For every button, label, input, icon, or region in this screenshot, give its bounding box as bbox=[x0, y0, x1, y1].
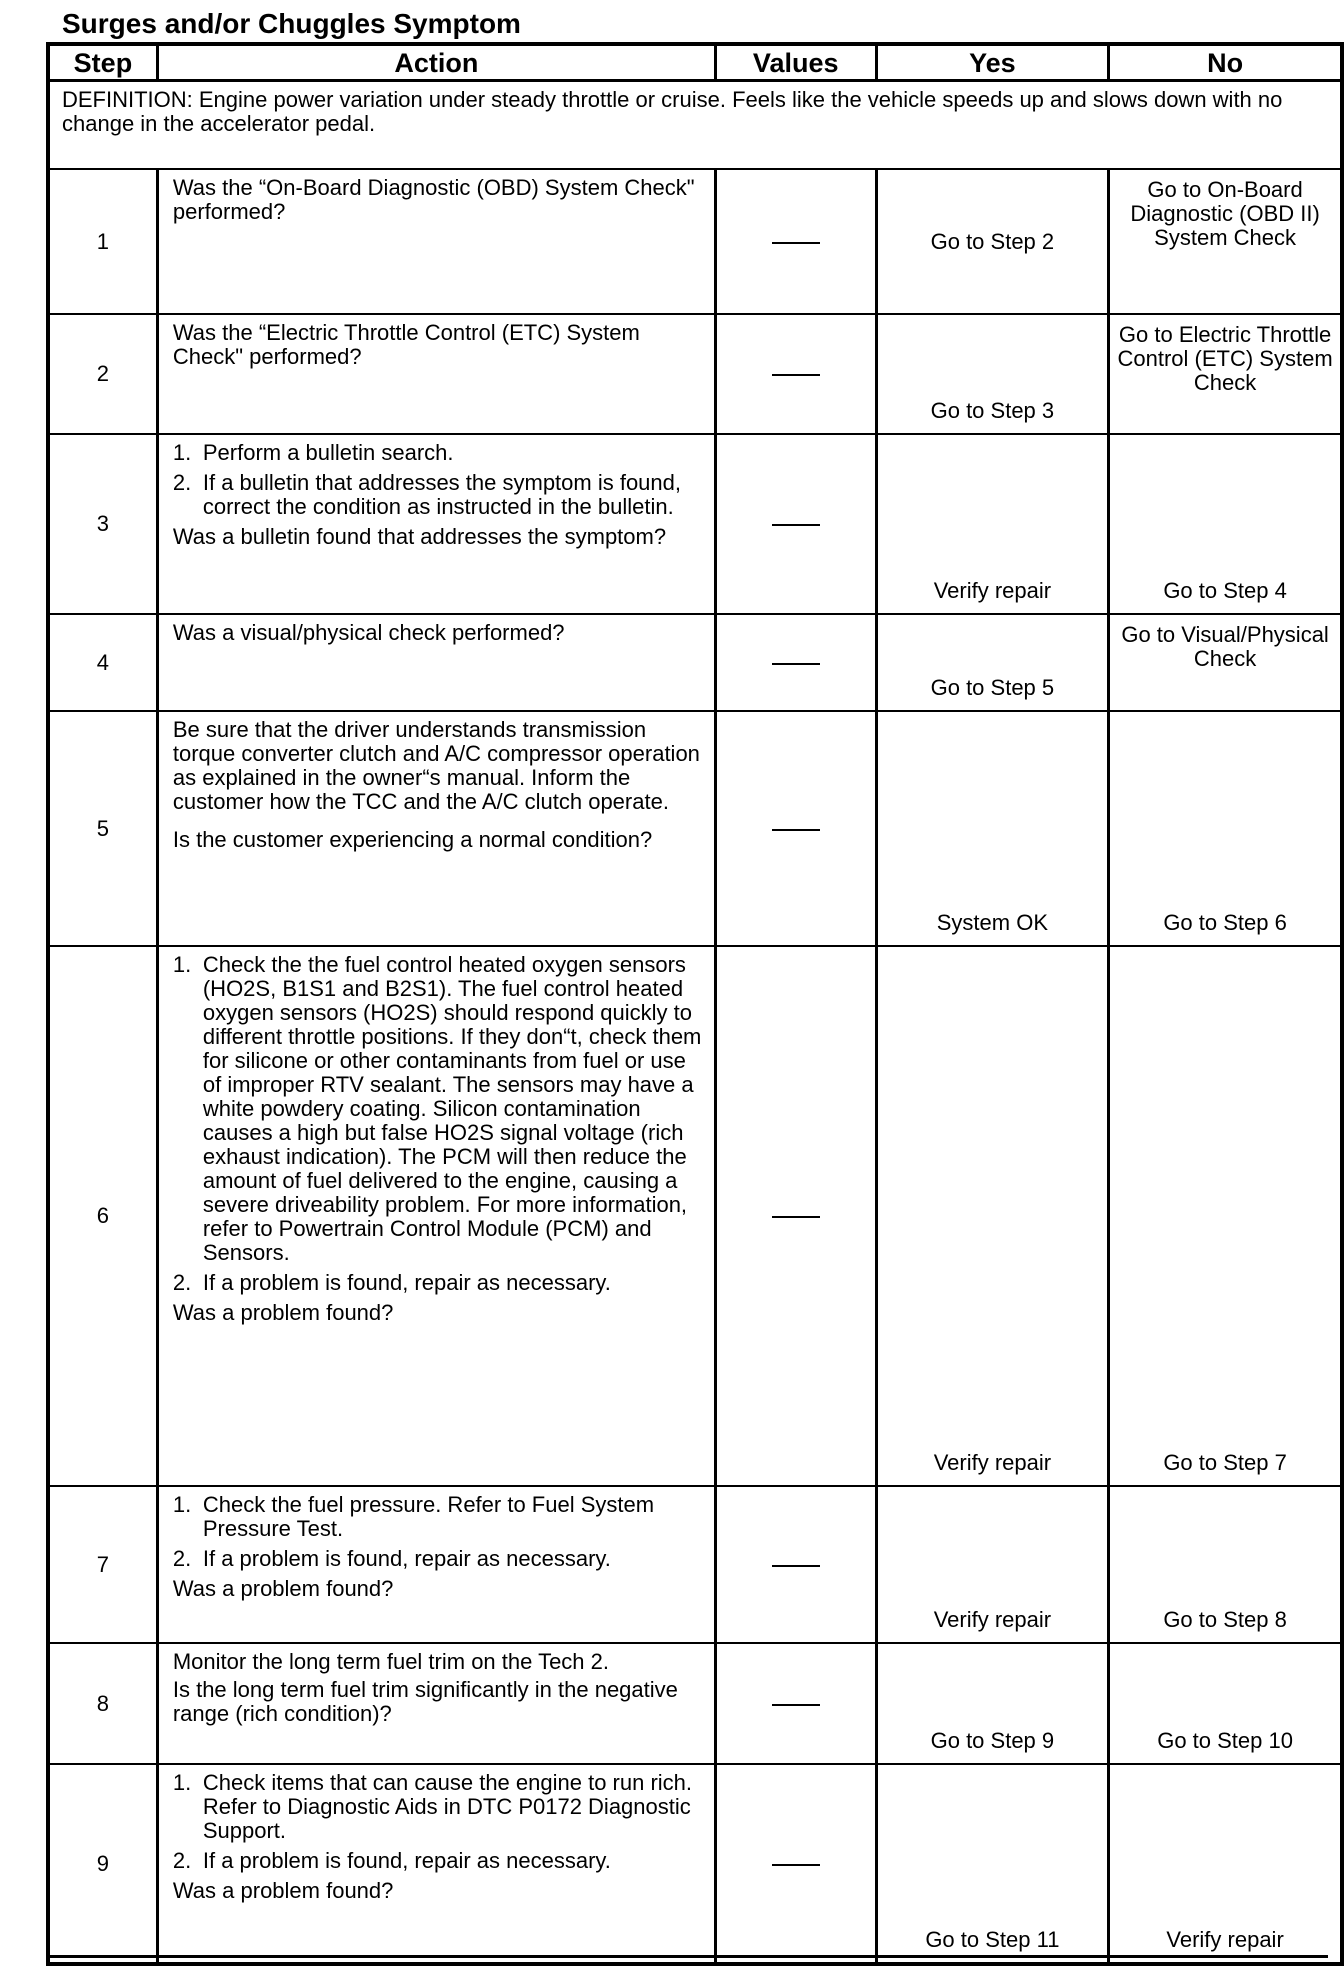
table-row bbox=[48, 946, 1342, 1486]
step-number: 9 bbox=[48, 1764, 157, 1964]
values-cell bbox=[715, 314, 876, 434]
list-item: 1. Perform a bulletin search. bbox=[172, 440, 454, 465]
table-row bbox=[48, 614, 1342, 711]
action-text: Monitor the long term fuel trim on the Tech 2. bbox=[172, 1649, 610, 1674]
table-row bbox=[48, 169, 1342, 314]
action-list bbox=[173, 1493, 704, 1571]
table-row bbox=[48, 711, 1342, 946]
no-action: Go to Step 7 bbox=[1109, 946, 1342, 1486]
table-row bbox=[48, 1764, 1342, 1964]
table-row bbox=[48, 1486, 1342, 1643]
list-item-text: Check the the fuel control heated oxygen sensors (HO2S, B1S1 and B2S1). The fuel control heated oxygen sensors (HO2S) should respond quickly to different throttle positions. If they don“t, check them for silicone or other contaminants from fuel or use of improper RTV sealant. The sensors may have a white powdery coating. Silicon contamination causes a high but false HO2S signal voltage (rich exhaust indication). The PCM will then reduce the amount of fuel delivered to the engine, causing a severe driveability problem. For more information, refer to Powertrain Control Module (PCM) and Sensors. bbox=[202, 952, 702, 1265]
values-cell bbox=[715, 711, 876, 946]
no-action: Go to Visual/Physical Check bbox=[1109, 614, 1342, 711]
list-item: 2. If a problem is found, repair as necessary. bbox=[172, 1270, 611, 1295]
table-row bbox=[48, 434, 1342, 614]
no-action: Verify repair bbox=[1109, 1764, 1342, 1964]
step-number: 1 bbox=[48, 169, 157, 314]
values-cell bbox=[715, 1486, 876, 1643]
header-values: Values bbox=[715, 44, 876, 81]
list-item-text: If a bulletin that addresses the symptom is found, correct the condition as instructed in the bulletin. bbox=[202, 470, 682, 519]
action-cell bbox=[157, 314, 715, 434]
header-yes: Yes bbox=[876, 44, 1109, 81]
yes-action: Verify repair bbox=[876, 1486, 1109, 1643]
action-cell bbox=[157, 169, 715, 314]
list-item: 2. If a problem is found, repair as necessary. bbox=[172, 1848, 611, 1873]
step-number: 3 bbox=[48, 434, 157, 614]
action-list bbox=[173, 441, 704, 519]
empty-value-dash bbox=[772, 663, 820, 665]
step-number: 2 bbox=[48, 314, 157, 434]
action-text: Was the “On-Board Diagnostic (OBD) System Check" performed? bbox=[172, 175, 695, 224]
action-cell bbox=[157, 711, 715, 946]
step-number: 8 bbox=[48, 1643, 157, 1764]
header-step: Step bbox=[48, 44, 157, 81]
list-item-text: If a problem is found, repair as necessary. bbox=[202, 1546, 611, 1571]
yes-action: System OK bbox=[876, 711, 1109, 946]
values-cell bbox=[715, 434, 876, 614]
list-item-text: If a problem is found, repair as necessary. bbox=[202, 1848, 611, 1873]
no-action: Go to On-Board Diagnostic (OBD II) System Check bbox=[1109, 169, 1342, 314]
values-cell bbox=[715, 169, 876, 314]
step-number: 7 bbox=[48, 1486, 157, 1643]
yes-action: Verify repair bbox=[876, 434, 1109, 614]
list-item-text: Perform a bulletin search. bbox=[202, 440, 454, 465]
action-cell bbox=[157, 1643, 715, 1764]
yes-action: Go to Step 3 bbox=[876, 314, 1109, 434]
yes-action: Go to Step 9 bbox=[876, 1643, 1109, 1764]
list-item-text: If a problem is found, repair as necessary. bbox=[202, 1270, 611, 1295]
table-bottom-edge bbox=[46, 1955, 1328, 1958]
diagnostic-table bbox=[46, 42, 1344, 1966]
definition-text: DEFINITION: Engine power variation under steady throttle or cruise. Feels like the vehicle speeds up and slows down with no change in the accelerator pedal. bbox=[48, 81, 1342, 170]
action-cell bbox=[157, 946, 715, 1486]
yes-action: Go to Step 5 bbox=[876, 614, 1109, 711]
no-action: Go to Step 8 bbox=[1109, 1486, 1342, 1643]
empty-value-dash bbox=[772, 524, 820, 526]
empty-value-dash bbox=[772, 242, 820, 244]
action-text: Was a visual/physical check performed? bbox=[172, 620, 565, 645]
action-list bbox=[173, 953, 704, 1295]
empty-value-dash bbox=[772, 1565, 820, 1567]
action-cell bbox=[157, 434, 715, 614]
empty-value-dash bbox=[772, 1216, 820, 1218]
table-row bbox=[48, 1643, 1342, 1764]
values-cell bbox=[715, 614, 876, 711]
yes-action: Go to Step 11 bbox=[876, 1764, 1109, 1964]
page-title: Surges and/or Chuggles Symptom bbox=[62, 8, 521, 39]
list-item-text: Check items that can cause the engine to run rich. Refer to Diagnostic Aids in DTC P0172 Diagnostic Support. bbox=[202, 1770, 693, 1843]
list-item: 2. If a problem is found, repair as necessary. bbox=[172, 1546, 611, 1571]
action-text: Was the “Electric Throttle Control (ETC) System Check" performed? bbox=[172, 320, 640, 369]
no-action: Go to Step 6 bbox=[1109, 711, 1342, 946]
action-question: Was a bulletin found that addresses the symptom? bbox=[172, 524, 667, 549]
action-question: Is the customer experiencing a normal condition? bbox=[172, 827, 653, 852]
action-list bbox=[173, 1771, 704, 1873]
empty-value-dash bbox=[772, 1864, 820, 1866]
values-cell bbox=[715, 1643, 876, 1764]
definition-row bbox=[48, 81, 1342, 170]
table-row bbox=[48, 314, 1342, 434]
yes-action: Verify repair bbox=[876, 946, 1109, 1486]
no-action: Go to Step 4 bbox=[1109, 434, 1342, 614]
action-question: Was a problem found? bbox=[172, 1878, 394, 1903]
yes-action: Go to Step 2 bbox=[876, 169, 1109, 314]
header-action: Action bbox=[157, 44, 715, 81]
action-cell bbox=[157, 1764, 715, 1964]
step-number: 4 bbox=[48, 614, 157, 711]
list-item: 1. Check the fuel pressure. Refer to Fuel System Pressure Test. bbox=[172, 1492, 655, 1541]
empty-value-dash bbox=[772, 374, 820, 376]
list-item: 1. Check items that can cause the engine to run rich. Refer to Diagnostic Aids in DTC P0172 Diagnostic Support. bbox=[172, 1770, 693, 1843]
step-number: 6 bbox=[48, 946, 157, 1486]
list-item: 1. Check the the fuel control heated oxygen sensors (HO2S, B1S1 and B2S1). The fuel control heated oxygen sensors (HO2S) should respond quickly to different throttle positions. If they don“t, check them for silicone or other contaminants from fuel or use of improper RTV sealant. The sensors may have a white powdery coating. Silicon contamination causes a high but false HO2S signal voltage (rich exhaust indication). The PCM will then reduce the amount of fuel delivered to the engine, causing a severe driveability problem. For more information, refer to Powertrain Control Module (PCM) and Sensors. bbox=[172, 952, 702, 1265]
header-no: No bbox=[1109, 44, 1342, 81]
action-cell bbox=[157, 614, 715, 711]
header-row bbox=[48, 44, 1342, 81]
step-number: 5 bbox=[48, 711, 157, 946]
empty-value-dash bbox=[772, 1704, 820, 1706]
action-text: Is the long term fuel trim significantly in the negative range (rich condition)? bbox=[172, 1677, 678, 1726]
empty-value-dash bbox=[772, 829, 820, 831]
list-item: 2. If a bulletin that addresses the symptom is found, correct the condition as instructed in the bulletin. bbox=[172, 470, 682, 519]
no-action: Go to Step 10 bbox=[1109, 1643, 1342, 1764]
action-question: Was a problem found? bbox=[172, 1576, 394, 1601]
values-cell bbox=[715, 1764, 876, 1964]
no-action: Go to Electric Throttle Control (ETC) System Check bbox=[1109, 314, 1342, 434]
list-item-text: Check the fuel pressure. Refer to Fuel System Pressure Test. bbox=[202, 1492, 655, 1541]
values-cell bbox=[715, 946, 876, 1486]
action-cell bbox=[157, 1486, 715, 1643]
action-text: Be sure that the driver understands transmission torque converter clutch and A/C compressor operation as explained in the owner“s manual. Inform the customer how the TCC and the A/C clutch operate. bbox=[172, 717, 700, 814]
action-question: Was a problem found? bbox=[172, 1300, 394, 1325]
